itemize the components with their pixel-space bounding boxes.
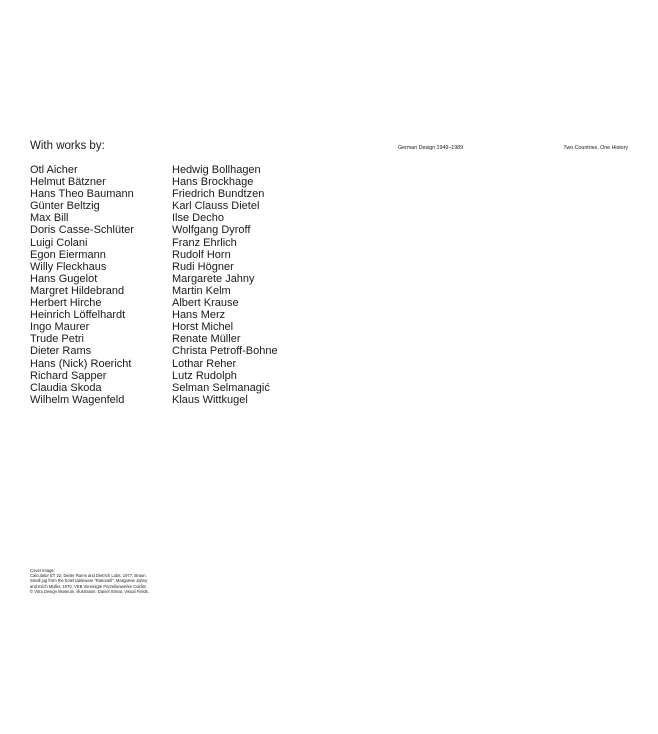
designer-name: Ilse Decho: [172, 212, 224, 225]
designer-name: Rudolf Horn: [172, 248, 231, 261]
designer-name: Herbert Hirche: [30, 297, 102, 310]
designer-name: Willy Fleckhaus: [30, 260, 107, 273]
designer-name: Hans Merz: [172, 309, 226, 322]
designer-name: Egon Eiermann: [30, 248, 106, 261]
designer-name: Hans Brockhage: [172, 176, 254, 189]
designer-name: Richard Sapper: [30, 369, 107, 382]
designer-name: Albert Krause: [172, 297, 239, 310]
designer-name: Max Bill: [30, 212, 69, 225]
designer-name: Margret Hildebrand: [30, 284, 125, 297]
designer-name: Karl Clauss Dietel: [172, 200, 260, 213]
designer-name: Horst Michel: [172, 321, 234, 334]
cover-image-credit: [30, 568, 170, 594]
designer-name: Otl Aicher: [30, 164, 78, 176]
designer-name: Luigi Colani: [30, 236, 88, 249]
designer-name: Hans Theo Baumann: [30, 188, 134, 201]
running-header-title: German Design 1949–1989: [398, 145, 464, 151]
designer-name: Lothar Reher: [172, 357, 237, 370]
designer-name: Hedwig Bollhagen: [172, 164, 261, 176]
designer-name: Hans (Nick) Roericht: [30, 357, 132, 370]
designer-name: Margarete Jahny: [172, 272, 255, 285]
designer-name: Doris Casse-Schlüter: [30, 224, 134, 237]
designer-name: Trude Petri: [30, 333, 85, 346]
designer-name: Claudia Skoda: [30, 381, 102, 394]
designer-name: Renate Müller: [172, 333, 241, 346]
designer-name: Martin Kelm: [172, 284, 231, 297]
designer-name: Wilhelm Wagenfeld: [30, 393, 125, 406]
credit-line: and Erich Müller, 1970, VEB Vereinigte Porzellanwerke Colditz.: [30, 583, 148, 589]
designer-name: Dieter Rams: [30, 345, 92, 358]
designer-name: Klaus Wittkugel: [172, 393, 248, 406]
designer-name: Ingo Maurer: [30, 321, 90, 334]
designer-name: Wolfgang Dyroff: [172, 224, 251, 237]
designer-name: Rudi Högner: [172, 260, 234, 273]
designer-name: Lutz Rudolph: [172, 369, 237, 382]
designer-name: Helmut Bätzner: [30, 176, 106, 189]
intro-heading: With works by:: [30, 140, 105, 152]
designer-name: Hans Gugelot: [30, 272, 98, 285]
credit-heading: Cover image:: [30, 568, 55, 573]
designer-name: Christa Petroff-Bohne: [172, 345, 278, 358]
designer-list-left: [30, 164, 134, 406]
running-header-subtitle: Two Countries, One History: [563, 145, 628, 151]
designer-name: Heinrich Löffelhardt: [30, 309, 126, 322]
designer-list-right: [172, 164, 278, 406]
credit-line: Small jug from the hotel tableware “Rationell”, Margarete Jahny: [30, 578, 148, 584]
designer-name: Franz Ehrlich: [172, 236, 237, 249]
credit-line: Calculator ET 22, Dieter Rams and Dietrich Lubs, 1977, Braun.: [30, 573, 147, 579]
designer-name: Selman Selmanagić: [172, 381, 270, 394]
designer-name: Günter Beltzig: [30, 200, 100, 213]
credit-line: © Vitra Design Museum, illustration: Daniel Streat, Visual Fields.: [30, 588, 150, 594]
designer-name: Friedrich Bundtzen: [172, 188, 265, 201]
